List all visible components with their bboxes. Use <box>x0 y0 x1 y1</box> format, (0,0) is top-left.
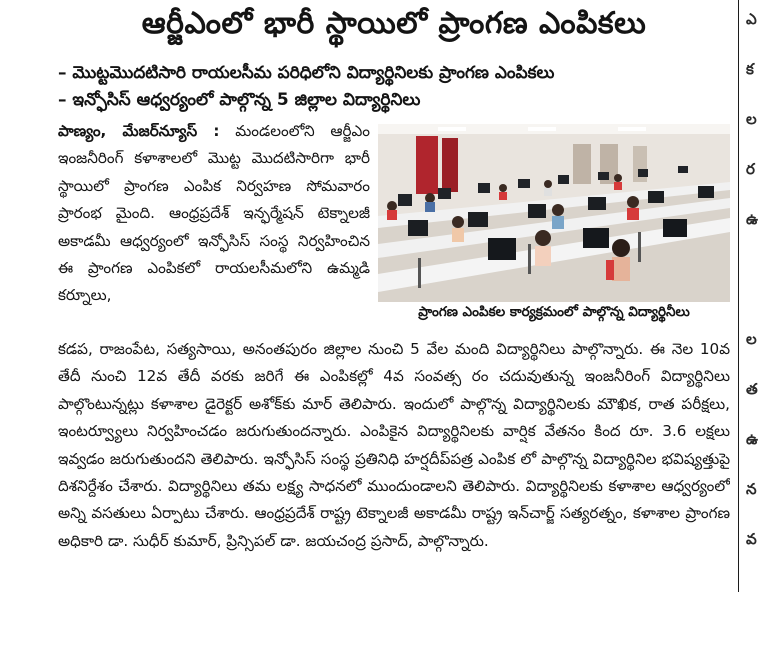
adjacent-column-fragment: ఎ క ల ర ఉ ల త ఉ న వ <box>746 10 758 548</box>
news-article <box>58 0 730 653</box>
dateline: పాణ్యం, మేజర్‌న్యూస్ : <box>58 122 220 140</box>
article-body-wrapped <box>58 118 370 338</box>
article-body-full: కడప, రాజంపేట, సత్యసాయి, అనంతపురం జిల్లాల నుంచి 5 వేల మంది విద్యార్థినిలు పాల్గొన్నారు. ఈ నెల 10వ తేదీ నుంచి 12వ తేదీ వరకు జరిగే ఈ ఎంపికల్లో 4వ సంవత్స రం చదువుతున్న ఇంజనీరింగ్ విద్యార్థినిలు పాల్గొంటున్నట్లు కళాశాల డైరెక్టర్ అశోక్‌కు మార్ తెలిపారు. ఇందులో పాల్గొన్న విద్యార్థినిలకు మౌఖిక, రాత పరీక్షలు, ఇంటర్వ్యూలు నిర్వహించడం జరుగుతుందన్నారు. ఎంపికైన విద్యార్థినిలకు వార్షిక వేతనం కింద రూ. 3.6 లక్షలు ఇవ్వడం జరుగుతుందని తెలిపారు. ఇన్ఫోసిస్ సంస్థ ప్రతినిధి హర్షదీప్‌పత్ర ఎంపిక లో పాల్గొన్న విద్యార్థినిల భవిష్యత్తుపై దిశనిర్దేశం చేశారు. విద్యార్థినిలు తమ లక్ష్య సాధనలో ముందుండాలని తెలిపారు. విద్యార్థినిలకు కళాశాల ఆధ్వర్యంలో అన్ని వసతులు ఏర్పాటు చేశారు. ఆంధ్రప్రదేశ్ రాష్ట్ర టెక్నాలజీ అకాడమీ రాష్ట్ర ఇన్‌చార్జ్ సత్యరత్నం, కళాశాల ప్రాంగణ అధికారి డా. సుధీర్ కుమార్, ప్రిన్సిపల్ డా. జయచంద్ర ప్రసాద్, పాల్గొన్నారు. <box>58 340 730 550</box>
headline: ఆర్జీఎంలో భారీ స్థాయిలో ప్రాంగణ ఎంపికలు <box>141 6 647 41</box>
subheading-2: – ఇన్ఫోసిస్ ఆధ్వర్యంలో పాల్గొన్న 5 జిల్లాల విద్యార్థినిలు <box>58 90 421 110</box>
subheading-1: – మొట్టమొదటిసారి రాయలసీమ పరిధిలోని విద్యార్థినిలకు ప్రాంగణ ఎంపికలు <box>58 63 555 83</box>
body-text-intro: మండలంలోని ఆర్జీఎం ఇంజనీరింగ్ కళాశాలలో మొట్ట మొదటిసారిగా భారీ స్థాయిలో ప్రాంగణ ఎంపిక నిర్వహణ సోమవారం ప్రారంభ మైంది. ఆంధ్రప్రదేశ్ ఇన్ఫర్మేషన్ టెక్నాలజీ అకాడమీ ఆధ్వర్యంలో ఇన్ఫోసిస్ సంస్థ నిర్వహించిన ఈ ప్రాంగణ ఎంపికలో రాయలసీమలోని ఉమ్మడి కర్నూలు, <box>58 122 370 305</box>
news-photo <box>378 124 730 302</box>
column-divider <box>738 0 739 592</box>
photo-caption: ప్రాంగణ ఎంపికల కార్యక్రమంలో పాల్గొన్న విద్యార్థినీలు <box>418 304 690 320</box>
